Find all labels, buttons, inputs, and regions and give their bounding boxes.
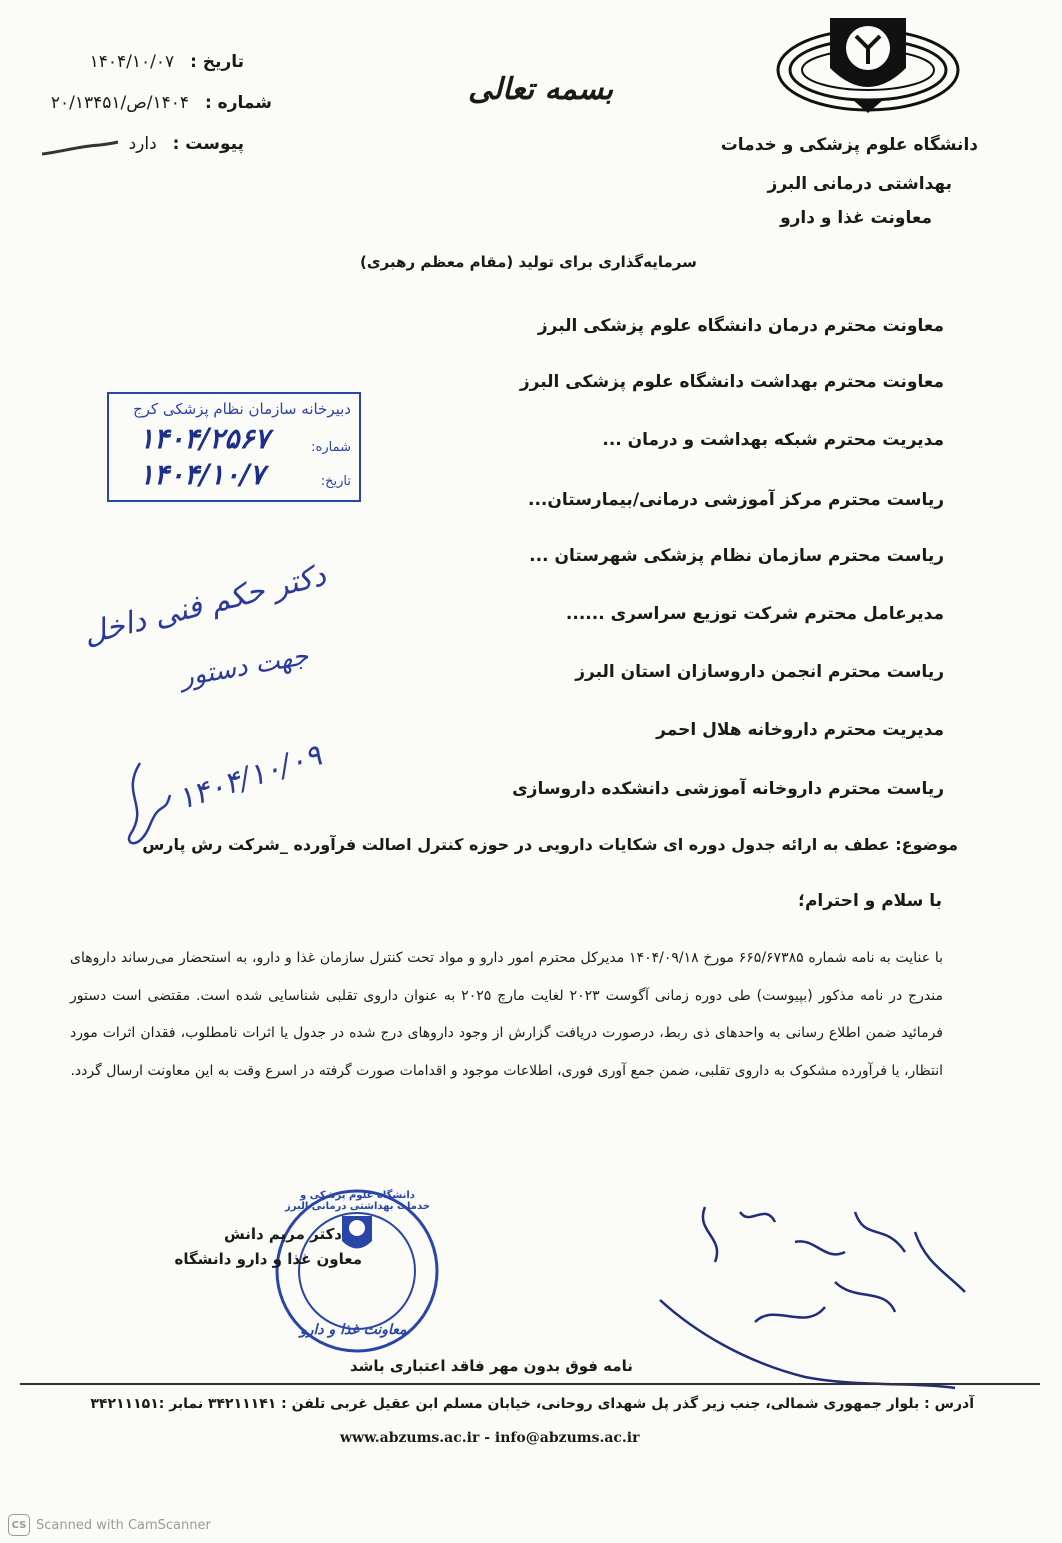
stamp-number-label: شماره: [311,440,351,455]
seal-validity-notice: نامه فوق بدون مهر فاقد اعتباری باشد [350,1357,633,1375]
recipient-line: ریاست محترم مرکز آموزشی درمانی/بیمارستان... [528,490,944,510]
registry-stamp [107,392,361,502]
footer-divider [20,1383,1040,1385]
date-row [90,52,244,72]
stamp-title: دبیرخانه سازمان نظام پزشکی کرج [132,400,351,418]
number-value: ۱۴۰۴/ص/۲۰/۱۳۴۵۱ [50,93,190,113]
date-label: تاریخ : [190,52,244,72]
handwritten-note-line-2: جهت دستور [178,641,311,693]
org-line-1: دانشگاه علوم پزشکی و خدمات [720,135,978,155]
attachment-label: پیوست : [172,134,244,154]
handwritten-note-line-1: دکتر حکم فنی داخل [80,557,330,652]
footer-web-email: www.abzums.ac.ir - info@abzums.ac.ir [340,1430,640,1446]
signatory-name: دکتر مریم دانش [223,1225,342,1243]
footer-address: آدرس : بلوار جمهوری شمالی، جنب زیر گذر پل شهدای روحانی، خیابان مسلم ابن عقیل غربی تلفن : ۳۴۲۱۱۱۴۱ نمابر :۳۴۲۱۱۱۵۱ [90,1396,974,1412]
camscanner-badge-icon: CS [8,1514,30,1536]
signatory-title: معاون غذا و دارو دانشگاه [174,1250,362,1268]
bismillah: بسمه تعالی [468,72,614,107]
stamp-date-label: تاریخ: [320,474,351,489]
slogan: سرمایه‌گذاری برای تولید (مقام معظم رهبری) [360,253,697,271]
letter-greeting: با سلام و احترام؛ [798,891,942,911]
stamp-date-value: ۱۴۰۴/۱۰/۷ [139,458,265,491]
number-label: شماره : [204,93,272,113]
recipient-line: مدیریت محترم شبکه بهداشت و درمان ... [602,430,944,450]
seal-ring-text: دانشگاه علوم پزشکی و خدمات بهداشتی درمانی البرز [285,1190,430,1212]
letter-subject: موضوع: عطف به ارائه جدول دوره ای شکایات دارویی در حوزه کنترل اصالت فرآورده _شرکت رش پارس [142,835,958,854]
recipient-line: معاونت محترم درمان دانشگاه علوم پزشکی البرز [537,316,944,336]
org-line-3: معاونت غذا و دارو [780,208,932,228]
handwritten-scribble-right [655,1192,975,1396]
number-row [51,93,272,113]
letter-body: با عنایت به نامه شماره ۶۶۵/۶۷۳۸۵ مورخ ۱۴۰۴/۰۹/۱۸ مدیرکل محترم امور دارو و مواد تحت کنترل سازمان غذا و دارو، به استحضار می‌رساند داروهای مندرج در نامه مذکور (بپیوست) طی دوره زمانی آگوست ۲۰۲۳ لغایت مارچ ۲۰۲۵ به عنوان داروی تقلبی شناسایی شده است. مقتضی است دستور فرمائید ضمن اطلاع رسانی به واحدهای ذی ربط، درصورت دریافت گزارش از وجود داروهای درج شده در جدول یا اثرات نامطلوب، فقدان اثرات مورد انتظار، یا فرآورده مشکوک به داروی تقلبی، ضمن جمع آوری فوری، اطلاعات موجود و اقدامات صورت گرفته در اسرع وقت به این معاونت ارسال گردد. [70,950,944,1079]
recipient-line: مدیریت محترم داروخانه هلال احمر [656,720,944,740]
recipient-line: ریاست محترم سازمان نظام پزشکی شهرستان ... [529,546,944,566]
university-logo [768,8,968,123]
attachment-row [129,134,244,154]
attachment-value: دارد [128,134,157,154]
recipient-line: معاونت محترم بهداشت دانشگاه علوم پزشکی البرز [519,372,944,392]
handwritten-note-date: ۱۴۰۴/۱۰/۰۹ [173,737,326,818]
attachment-scribble [40,138,120,164]
seal-bottom-text: معاونت غذا و دارو [300,1322,407,1338]
recipient-line: ریاست محترم انجمن داروسازان استان البرز [575,662,944,682]
scanner-watermark [8,1514,211,1536]
recipient-line: ریاست محترم داروخانه آموزشی دانشکده داروسازی [512,779,944,799]
recipient-line: مدیرعامل محترم شرکت توزیع سراسری ...... [565,604,944,624]
date-value: ۱۴۰۴/۱۰/۰۷ [89,52,175,72]
stamp-number-value: ۱۴۰۴/۲۵۶۷ [139,422,270,455]
scanner-text: Scanned with CamScanner [36,1517,211,1533]
org-line-2: بهداشتی درمانی البرز [767,174,952,194]
